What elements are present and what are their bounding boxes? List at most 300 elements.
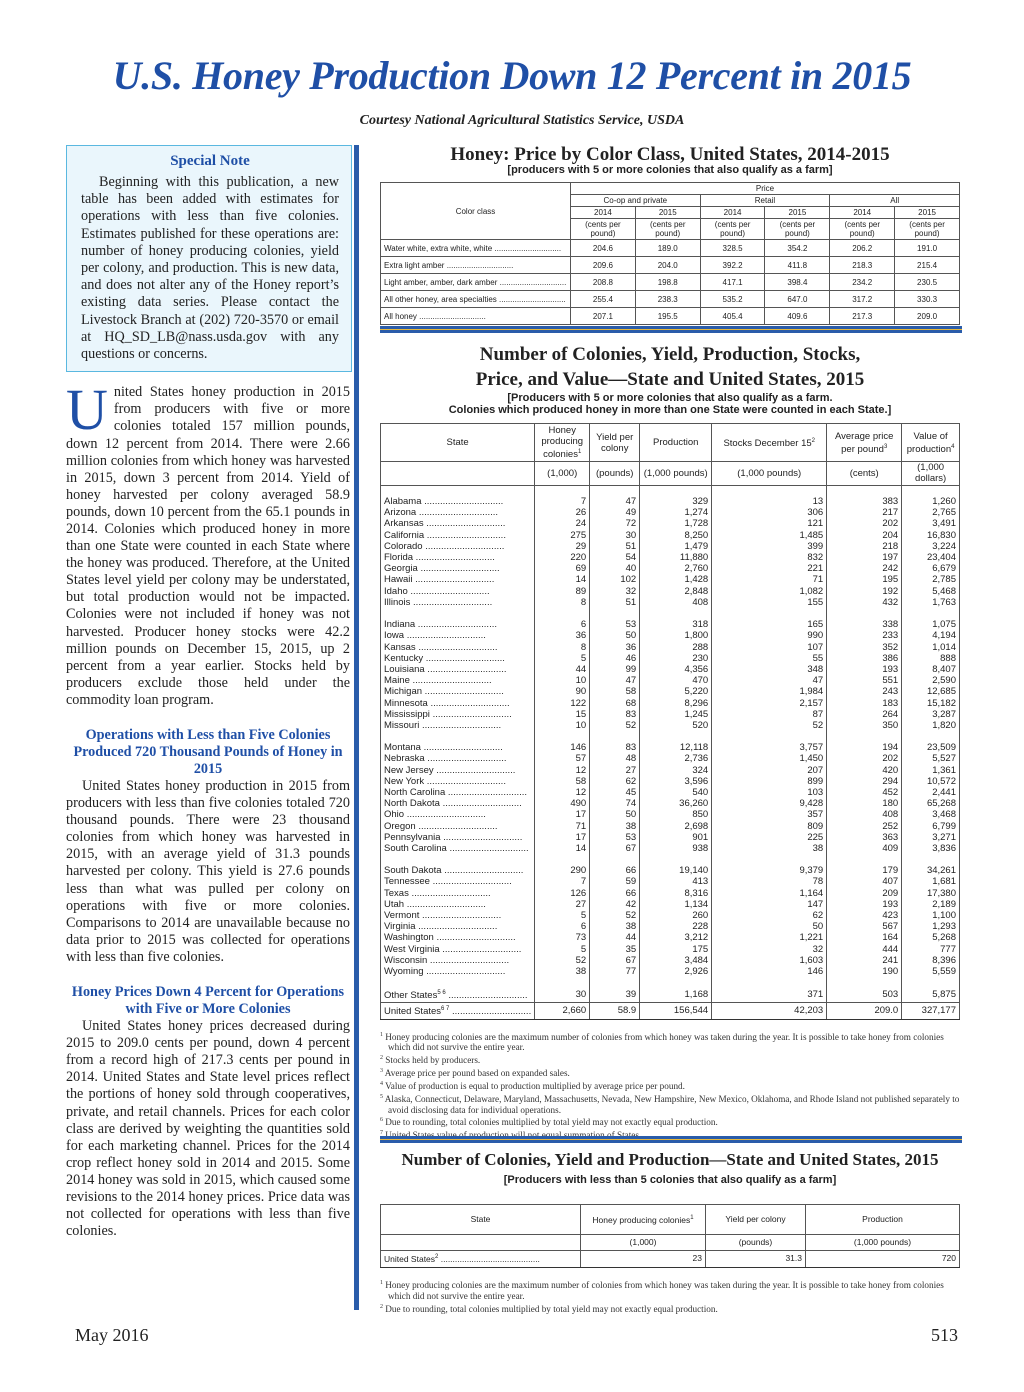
table-cell: 44 — [535, 664, 590, 675]
table-row — [381, 698, 960, 709]
table-cell: 228 — [640, 921, 712, 932]
table-cell: 147 — [712, 899, 827, 910]
state-name: Texas .............................. — [381, 888, 535, 899]
state-name: Hawaii .............................. — [381, 574, 535, 585]
table-cell: 2,660 — [535, 1002, 590, 1019]
state-name-text: Mississippi — [384, 708, 430, 720]
table-row — [381, 888, 960, 899]
state-name: California .............................. — [381, 530, 535, 541]
spacer-cell — [590, 854, 640, 865]
table-cell: 318 — [640, 619, 712, 630]
table-cell: 3,468 — [902, 809, 960, 820]
stocks-col-header: Stocks December $15^2$ — [712, 424, 827, 462]
table-cell: 1,681 — [902, 876, 960, 887]
table-cell: 58 — [535, 776, 590, 787]
table-cell: 175 — [640, 944, 712, 955]
table-cell: 42,203 — [712, 1002, 827, 1019]
table-cell: 938 — [640, 843, 712, 854]
spacer-cell — [712, 731, 827, 742]
table-cell: 204 — [827, 530, 902, 541]
state-name: South Carolina .............................. — [381, 843, 535, 854]
table-cell: 329 — [640, 496, 712, 507]
table-cell: 220 — [535, 552, 590, 563]
table-cell: 155 — [712, 597, 827, 608]
state-name-text: North Dakota — [384, 798, 440, 810]
table-cell: 77 — [590, 966, 640, 977]
table-cell: 8,296 — [640, 698, 712, 709]
table-row — [381, 642, 960, 653]
table-cell: 901 — [640, 832, 712, 843]
table-cell: 183 — [827, 698, 902, 709]
table-cell: 32 — [712, 944, 827, 955]
units-cell: (1,000 dollars) — [902, 462, 960, 485]
table-cell: 7 — [535, 876, 590, 887]
table-cell: 1,100 — [902, 910, 960, 921]
state-name: West Virginia .............................. — [381, 944, 535, 955]
table-cell: 520 — [640, 720, 712, 731]
table-cell: 327,177 — [902, 1002, 960, 1019]
table-cell: 202 — [827, 753, 902, 764]
table-row — [381, 944, 960, 955]
table-cell: 23 — [581, 1251, 706, 1268]
table-cell: 6,679 — [902, 563, 960, 574]
section-heading-prices: Honey Prices Down 4 Percent for Operations with Five or More Colonies — [71, 984, 345, 1018]
state-name: Tennessee .............................. — [381, 876, 535, 887]
table-row — [381, 630, 960, 641]
table-cell: 350 — [827, 720, 902, 731]
table-cell: 58 — [590, 686, 640, 697]
special-note-text: Beginning with this publication, a new table has been added with estimates for operations with less than five colonies. Estimates published for these operations are: number of honey producing colonies, yield per colony, and production. This is new data, and does not alter any of the Honey report’s existing data series. Please contact the Livestock Branch at (202) 720-3570 or email at HQ_SD_LB@nass.usda.gov with any questions or concerns. — [81, 174, 339, 363]
table-cell: 3,287 — [902, 709, 960, 720]
price-cell: 647.0 — [765, 291, 830, 308]
table-cell: 180 — [827, 798, 902, 809]
spacer-cell — [712, 854, 827, 865]
table-cell: 35 — [590, 944, 640, 955]
unit-header: (cents per pound) — [765, 219, 830, 240]
table-cell: 62 — [712, 910, 827, 921]
table-cell: 207 — [712, 765, 827, 776]
price-table — [380, 182, 960, 325]
state-name: Georgia .............................. — [381, 563, 535, 574]
table-cell: 164 — [827, 932, 902, 943]
spacer-cell — [535, 731, 590, 742]
spacer-cell — [640, 977, 712, 988]
state-name-text: Arizona — [384, 507, 417, 519]
table-cell: 66 — [590, 865, 640, 876]
table-cell: 17 — [535, 809, 590, 820]
state-table-footnotes — [380, 1030, 960, 1142]
footer-date: May 2016 — [75, 1325, 149, 1345]
table-cell: 2,765 — [902, 507, 960, 518]
state-name: Colorado .............................. — [381, 541, 535, 552]
footnote: $^5$ Alaska, Connecticut, Delaware, Maryland, Massachusetts, Nevada, New Hampshire, New Mexico, Oklahoma, and Rhode Island not published separately to avoid disclosing data for individual operations. — [380, 1093, 960, 1115]
spacer-cell — [535, 977, 590, 988]
table-cell: 32 — [590, 586, 640, 597]
state-name-text: Texas — [384, 887, 409, 899]
state-name-text: Michigan — [384, 686, 423, 698]
spacer-cell — [827, 977, 902, 988]
table-cell: 444 — [827, 944, 902, 955]
state-name-text: Missouri — [384, 719, 420, 731]
state-name-text: Tennessee — [384, 876, 430, 888]
table-cell: 12,118 — [640, 742, 712, 753]
table-row — [381, 776, 960, 787]
table-cell: 264 — [827, 709, 902, 720]
footnote-text: Honey producing colonies are the maximum number of colonies from which honey was taken during the year. It is possible to take honey from colonies which did not survive the entire year. — [385, 1031, 944, 1053]
small-table-footnotes — [380, 1278, 960, 1315]
table-cell: 8 — [535, 642, 590, 653]
spacer-cell — [381, 977, 535, 988]
column-divider — [354, 145, 359, 1310]
table-cell: 5,268 — [902, 932, 960, 943]
spacer-row — [381, 731, 960, 742]
price-cell: 198.8 — [635, 274, 700, 291]
spacer-cell — [381, 731, 535, 742]
table-cell: 47 — [590, 496, 640, 507]
table-cell: 1,221 — [712, 932, 827, 943]
table-cell: 540 — [640, 787, 712, 798]
spacer-cell — [640, 608, 712, 619]
table-cell: 1,260 — [902, 496, 960, 507]
table-cell: 47 — [590, 675, 640, 686]
table-cell: 126 — [535, 888, 590, 899]
table-cell: 3,484 — [640, 955, 712, 966]
price-cell: 535.2 — [700, 291, 765, 308]
price-cell: 411.8 — [765, 257, 830, 274]
table-cell: 197 — [827, 552, 902, 563]
state-name: Minnesota .............................. — [381, 698, 535, 709]
table-cell: 45 — [590, 787, 640, 798]
price-cell: 191.0 — [895, 240, 960, 257]
table-row — [381, 988, 960, 1002]
drop-cap: U — [66, 377, 108, 443]
table-cell: 38 — [712, 843, 827, 854]
table-cell: 5 — [535, 944, 590, 955]
price-cell: 398.4 — [765, 274, 830, 291]
table-cell: 288 — [640, 642, 712, 653]
table-row — [381, 899, 960, 910]
table-row — [381, 966, 960, 977]
spacer-cell — [902, 854, 960, 865]
table-cell: 3,491 — [902, 518, 960, 529]
spacer-cell — [590, 608, 640, 619]
state-name: Wisconsin .............................. — [381, 955, 535, 966]
price-cell: 217.3 — [830, 308, 895, 325]
state-col-header: State — [381, 424, 535, 462]
table-cell: 1,134 — [640, 899, 712, 910]
section-separator — [380, 1136, 962, 1143]
table-cell: 51 — [590, 541, 640, 552]
spacer-cell — [827, 731, 902, 742]
footnote-text: Due to rounding, total colonies multiplied by total yield may not exactly equal production. — [385, 1303, 718, 1314]
state-name: South Dakota .............................. — [381, 865, 535, 876]
state-name: North Dakota .............................. — [381, 798, 535, 809]
table-cell: 809 — [712, 821, 827, 832]
table-row — [381, 530, 960, 541]
state-name: Indiana .............................. — [381, 619, 535, 630]
table-cell: 78 — [712, 876, 827, 887]
table-cell: 1,984 — [712, 686, 827, 697]
table-cell: 193 — [827, 899, 902, 910]
spacer-cell — [712, 608, 827, 619]
spacer-cell — [640, 731, 712, 742]
table-cell: 1,361 — [902, 765, 960, 776]
table-cell: 146 — [712, 966, 827, 977]
table-cell: 888 — [902, 653, 960, 664]
table-cell: 363 — [827, 832, 902, 843]
price-cell: 392.2 — [700, 257, 765, 274]
state-name-text: United States — [384, 1006, 442, 1018]
table-cell: 243 — [827, 686, 902, 697]
state-name-text: Washington — [384, 932, 434, 944]
small-table — [380, 1204, 960, 1268]
price-col-header-coop: Co-op and private — [571, 195, 701, 207]
state-name: New York .............................. — [381, 776, 535, 787]
small-table-title: Number of Colonies, Yield and Production—State and United States, 2015 — [401, 1150, 939, 1169]
table-cell: 39 — [590, 988, 640, 1002]
table-cell: 16,830 — [902, 530, 960, 541]
color-class-label: All honey .............................. — [381, 308, 571, 325]
table-cell: 13 — [712, 496, 827, 507]
price-cell: 209.6 — [571, 257, 636, 274]
table-cell: 65,268 — [902, 798, 960, 809]
state-name: Wyoming .............................. — [381, 966, 535, 977]
table-cell: 6 — [535, 921, 590, 932]
small-table-section — [380, 1150, 960, 1315]
table-row — [381, 257, 960, 274]
table-cell: 2,736 — [640, 753, 712, 764]
table-cell: 567 — [827, 921, 902, 932]
table-cell: 44 — [590, 932, 640, 943]
table-cell: 102 — [590, 574, 640, 585]
table-cell: 8,316 — [640, 888, 712, 899]
footnote: 7 — [380, 1128, 960, 1141]
table-cell: 9,379 — [712, 865, 827, 876]
article-paragraph-1-text: nited States honey production in 2015 from producers with five or more colonies totaled 157 million pounds, down 12 percent from 2014. There were 2.66 million colonies from which honey was harvested in 2015, down 3 percent from 2014. Yield of honey harvested per colony averaged 58.9 pounds, down 10 percent from the 65.1 pounds in 2014. Colonies which produced honey in more than one State were counted in each State where the honey was produced. Therefore, at the United States level yield per colony may be understated, but total production would not be impacted. Colonies were not included if honey was not harvested. Producer honey stocks were 42.2 million pounds on December 15, 2015, up 2 percent from a year earlier. Stocks held by producers exclude those held under the commodity loan program. — [66, 384, 350, 708]
table-cell: 38 — [590, 921, 640, 932]
table-cell: 121 — [712, 518, 827, 529]
table-cell: 103 — [712, 787, 827, 798]
table-row — [381, 664, 960, 675]
state-name-text: Wyoming — [384, 965, 424, 977]
table-cell: 2,785 — [902, 574, 960, 585]
table-cell: 5 — [535, 653, 590, 664]
table-cell: 14 — [535, 574, 590, 585]
spacer-cell — [640, 854, 712, 865]
state-name-text: Colorado — [384, 540, 423, 552]
table-cell: 1,168 — [640, 988, 712, 1002]
price-cell: 204.0 — [635, 257, 700, 274]
price-cell: 405.4 — [700, 308, 765, 325]
price-col-header: Average price per pound$^3$ — [827, 424, 902, 462]
section-separator — [380, 326, 962, 333]
table-cell: 423 — [827, 910, 902, 921]
state-name-text: Alabama — [384, 496, 422, 508]
state-name: Arkansas .............................. — [381, 518, 535, 529]
state-name-text: Kentucky — [384, 652, 424, 664]
table-row — [381, 910, 960, 921]
table-cell: 420 — [827, 765, 902, 776]
spacer-cell — [381, 485, 535, 496]
footnote-text: Due to rounding, total colonies multiplied by total yield may not exactly equal production. — [385, 1117, 718, 1128]
spacer-cell — [902, 608, 960, 619]
table-cell: 5,559 — [902, 966, 960, 977]
table-cell: 19,140 — [640, 865, 712, 876]
table-cell: 193 — [827, 664, 902, 675]
table-cell: 46 — [590, 653, 640, 664]
table-row — [381, 675, 960, 686]
state-name: Oregon .............................. — [381, 821, 535, 832]
table-cell: 8,250 — [640, 530, 712, 541]
yield-col-header: Yield per colony — [590, 424, 640, 462]
table-cell: 432 — [827, 597, 902, 608]
table-cell: 23,509 — [902, 742, 960, 753]
spacer-cell — [902, 485, 960, 496]
state-name: Missouri .............................. — [381, 720, 535, 731]
table-cell: 850 — [640, 809, 712, 820]
spacer-row — [381, 485, 960, 496]
state-table-subtitle-1: [Producers with 5 or more colonies that also qualify as a farm. — [507, 392, 833, 404]
table-row — [381, 541, 960, 552]
table-row — [381, 843, 960, 854]
small-colonies-col-header: Honey producing colonies$^1$ — [581, 1205, 706, 1235]
article-paragraph-3: United States honey prices decreased during 2015 to 209.0 cents per pound, down 4 percent from a record high of 217.3 cents per pound in 2014. United States and State level prices reflect the portions of honey sold through cooperatives, private, and retail channels. Prices for each color class are derived by weighting the quantities sold for each marketing channel. Prices for the 2014 crop reflect honey sold in 2014 and 2015. Some 2014 honey was sold in 2015, which caused some revisions to the 2014 honey prices. Price data was not collected for operations with less than five colonies. — [66, 1018, 350, 1240]
spacer-cell — [712, 485, 827, 496]
page-number: 513 — [931, 1325, 958, 1345]
color-class-label: All other honey, area specialties .............................. — [381, 291, 571, 308]
table-cell: 42 — [590, 899, 640, 910]
color-class-label: Water white, extra white, white .............................. — [381, 240, 571, 257]
table-cell: 58.9 — [590, 1002, 640, 1019]
year-header: 2014 — [830, 207, 895, 219]
table-cell: 209.0 — [827, 1002, 902, 1019]
table-cell: 221 — [712, 563, 827, 574]
table-cell: 31.3 — [706, 1251, 806, 1268]
table-row — [381, 619, 960, 630]
left-column — [66, 145, 350, 1240]
colonies-col-header: Honey producing colonies$^1$ — [535, 424, 590, 462]
price-cell: 209.0 — [895, 308, 960, 325]
state-name-text: Kansas — [384, 641, 416, 653]
table-cell: 399 — [712, 541, 827, 552]
value-col-header: Value of production$^4$ — [902, 424, 960, 462]
state-name-text: New Jersey — [384, 764, 434, 776]
spacer-cell — [590, 485, 640, 496]
table-cell: 47 — [712, 675, 827, 686]
table-cell: 54 — [590, 552, 640, 563]
table-cell: 14 — [535, 843, 590, 854]
state-name-text: West Virginia — [384, 943, 440, 955]
state-name: North Carolina .............................. — [381, 787, 535, 798]
state-name-text: Vermont — [384, 909, 420, 921]
state-name-text: Illinois — [384, 596, 411, 608]
state-name: Louisiana .............................. — [381, 664, 535, 675]
table-cell: 24 — [535, 518, 590, 529]
unit-header: (cents per pound) — [700, 219, 765, 240]
table-cell: 50 — [712, 921, 827, 932]
table-cell: 83 — [590, 709, 640, 720]
state-name-text: Utah — [384, 898, 405, 910]
state-name-text: Virginia — [384, 921, 416, 933]
state-name-text: South Dakota — [384, 865, 442, 877]
spacer-cell — [590, 731, 640, 742]
state-name: Utah .............................. — [381, 899, 535, 910]
table-cell: 72 — [590, 518, 640, 529]
table-row — [381, 291, 960, 308]
state-name: United States$^2$ .......................................... — [381, 1251, 581, 1268]
table-cell: 55 — [712, 653, 827, 664]
state-name-text: Oregon — [384, 820, 416, 832]
color-class-text: Light amber, amber, dark amber — [384, 277, 498, 287]
table-cell: 3,271 — [902, 832, 960, 843]
state-name-text: Ohio — [384, 809, 405, 821]
table-row — [381, 742, 960, 753]
table-cell: 8,396 — [902, 955, 960, 966]
price-cell: 230.5 — [895, 274, 960, 291]
state-name: Michigan .............................. — [381, 686, 535, 697]
table-row — [381, 653, 960, 664]
spacer-cell — [535, 608, 590, 619]
price-cell: 255.4 — [571, 291, 636, 308]
table-cell: 74 — [590, 798, 640, 809]
year-header: 2015 — [895, 207, 960, 219]
table-cell: 62 — [590, 776, 640, 787]
price-cell: 409.6 — [765, 308, 830, 325]
state-name-text: Florida — [384, 552, 414, 564]
table-cell: 275 — [535, 530, 590, 541]
table-cell: 17,380 — [902, 888, 960, 899]
table-cell: 49 — [590, 507, 640, 518]
table-cell: 777 — [902, 944, 960, 955]
table-row — [381, 921, 960, 932]
table-cell: 15,182 — [902, 698, 960, 709]
units-cell: (pounds) — [706, 1235, 806, 1251]
table-cell: 9,428 — [712, 798, 827, 809]
year-header: 2014 — [571, 207, 636, 219]
state-name-text: Arkansas — [384, 518, 424, 530]
table-cell: 832 — [712, 552, 827, 563]
table-cell: 551 — [827, 675, 902, 686]
table-row — [381, 274, 960, 291]
state-name: Other States$^{5 6}$ .............................. — [381, 988, 535, 1002]
table-cell: 68 — [590, 698, 640, 709]
units-cell: (1,000 pounds) — [640, 462, 712, 485]
color-class-label: Light amber, amber, dark amber .............................. — [381, 274, 571, 291]
state-name-text: South Carolina — [384, 842, 447, 854]
table-cell: 5 — [535, 910, 590, 921]
table-cell: 2,441 — [902, 787, 960, 798]
unit-header: (cents per pound) — [830, 219, 895, 240]
table-cell: 217 — [827, 507, 902, 518]
table-cell: 51 — [590, 597, 640, 608]
table-cell: 89 — [535, 586, 590, 597]
table-cell: 407 — [827, 876, 902, 887]
footnote: $^2$ Stocks held by producers. — [380, 1055, 481, 1066]
article-paragraph-1 — [66, 377, 350, 709]
footnote-text: Value of production is equal to production multiplied by average price per pound. — [385, 1080, 685, 1091]
production-col-header: Production — [640, 424, 712, 462]
state-table — [380, 423, 960, 1020]
state-name: Alabama .............................. — [381, 496, 535, 507]
table-row — [381, 686, 960, 697]
footnote: $^1$ Honey producing colonies are the maximum number of colonies from which honey was taken during the year. It is possible to take honey from colonies which did not survive the entire year. — [380, 1280, 944, 1301]
price-table-title: Honey: Price by Color Class, United States, 2014-2015 — [450, 144, 890, 165]
spacer-cell — [827, 854, 902, 865]
table-cell: 1,450 — [712, 753, 827, 764]
table-cell: 2,157 — [712, 698, 827, 709]
table-cell: 38 — [590, 821, 640, 832]
state-name-text: Wisconsin — [384, 954, 428, 966]
